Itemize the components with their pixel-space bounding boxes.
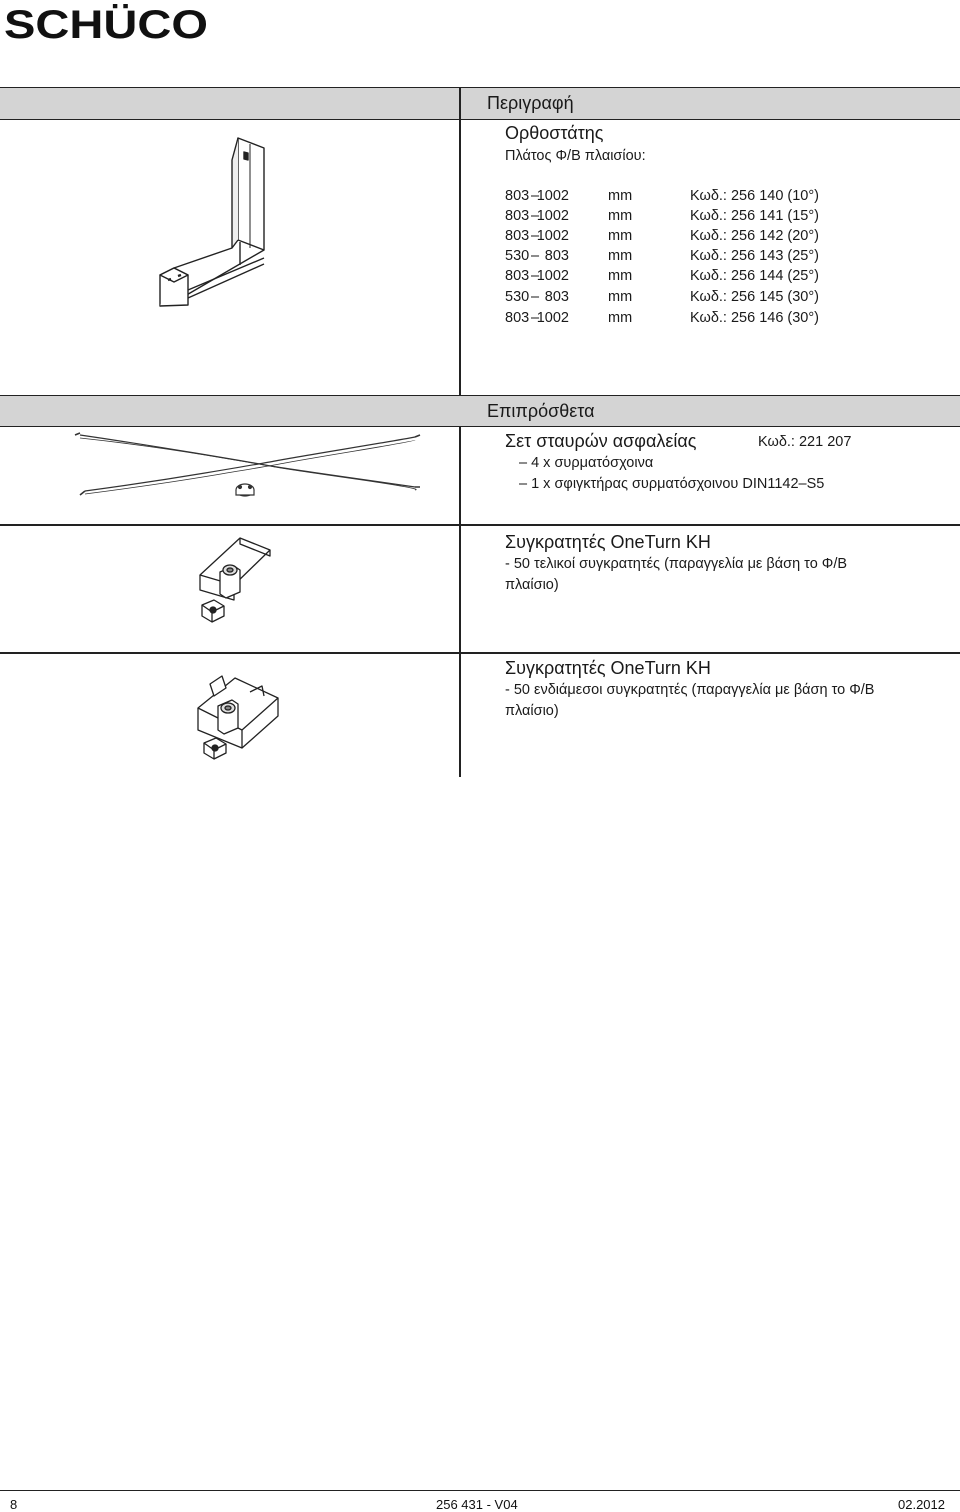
description-band xyxy=(0,87,960,120)
width-unit: mm xyxy=(608,310,633,326)
article-code: Κωδ.: 256 145 (30°) xyxy=(690,289,819,305)
width-to: 1002 xyxy=(536,208,569,224)
width-unit: mm xyxy=(608,268,633,284)
middle-clamp-illustration xyxy=(190,658,285,763)
variant-row xyxy=(505,186,905,206)
range-dash: – xyxy=(531,289,540,305)
article-code: Κωδ.: 256 141 (15°) xyxy=(690,208,819,224)
article-code: Κωδ.: 256 146 (30°) xyxy=(690,310,819,326)
width-unit: mm xyxy=(608,248,633,264)
safety-cross-set-line: – 1 x σφιγκτήρας συρματόσχοινου DIN1142–S5 xyxy=(519,476,825,492)
upright-bracket-illustration xyxy=(130,130,280,315)
description-band-title: Περιγραφή xyxy=(487,93,574,113)
item-separator xyxy=(0,652,960,654)
width-from: 803 xyxy=(505,310,530,326)
width-from: 803 xyxy=(505,208,530,224)
range-dash: – xyxy=(531,268,540,284)
wire-cross-illustration xyxy=(75,425,420,505)
end-clamp-line: πλαίσιο) xyxy=(505,577,559,593)
range-dash: – xyxy=(531,188,540,204)
item-separator xyxy=(0,524,960,526)
article-code: Κωδ.: 256 143 (25°) xyxy=(690,248,819,264)
article-code: Κωδ.: 256 144 (25°) xyxy=(690,268,819,284)
middle-clamp-line: πλαίσιο) xyxy=(505,703,559,719)
width-from: 530 xyxy=(505,248,530,264)
document-number: 256 431 - V04 xyxy=(436,1497,518,1512)
accessories-band xyxy=(0,395,960,427)
middle-clamp-line: - 50 ενδιάμεσοι συγκρατητές (παραγγελία με βάση το Φ/Β xyxy=(505,682,875,698)
document-date: 02.2012 xyxy=(898,1497,945,1512)
article-code: Κωδ.: 256 142 (20°) xyxy=(690,228,819,244)
variant-row xyxy=(505,226,905,246)
width-to: 1002 xyxy=(536,268,569,284)
wire-clamp-icon xyxy=(236,484,254,496)
range-dash: – xyxy=(531,208,540,224)
end-clamp-title: Συγκρατητές OneTurn KH xyxy=(505,532,711,552)
variant-row xyxy=(505,206,905,226)
width-to: 803 xyxy=(544,289,569,305)
middle-clamp-title: Συγκρατητές OneTurn KH xyxy=(505,658,711,678)
variant-row xyxy=(505,266,905,286)
footer-rule xyxy=(0,1490,960,1491)
product-title: Ορθοστάτης xyxy=(505,123,604,143)
safety-cross-set-line: – 4 x συρματόσχοινα xyxy=(519,455,654,471)
range-dash: – xyxy=(531,228,540,244)
article-code: Κωδ.: 256 140 (10°) xyxy=(690,188,819,204)
width-from: 803 xyxy=(505,268,530,284)
width-from: 530 xyxy=(505,289,530,305)
schuco-logo xyxy=(4,2,210,42)
width-from: 803 xyxy=(505,188,530,204)
accessories-band-title: Επιπρόσθετα xyxy=(487,401,595,421)
width-to: 1002 xyxy=(536,228,569,244)
safety-cross-set-code: Κωδ.: 221 207 xyxy=(758,434,852,450)
page-number: 8 xyxy=(10,1497,18,1512)
range-dash: – xyxy=(531,248,540,264)
width-unit: mm xyxy=(608,208,633,224)
width-unit: mm xyxy=(608,188,633,204)
width-unit: mm xyxy=(608,228,633,244)
width-to: 1002 xyxy=(536,310,569,326)
variant-row xyxy=(505,246,905,266)
column-divider xyxy=(459,87,461,777)
variant-row xyxy=(505,287,905,307)
product-subtitle: Πλάτος Φ/Β πλαισίου: xyxy=(505,148,646,164)
width-unit: mm xyxy=(608,289,633,305)
width-to: 803 xyxy=(544,248,569,264)
width-to: 1002 xyxy=(536,188,569,204)
svg-text:SCHÜCO: SCHÜCO xyxy=(4,3,178,42)
safety-cross-set-title: Σετ σταυρών ασφαλείας xyxy=(505,431,697,451)
end-clamp-illustration xyxy=(190,530,280,625)
variant-row xyxy=(505,308,905,328)
end-clamp-line: - 50 τελικοί συγκρατητές (παραγγελία με βάση το Φ/Β xyxy=(505,556,848,572)
range-dash: – xyxy=(531,310,540,326)
width-from: 803 xyxy=(505,228,530,244)
